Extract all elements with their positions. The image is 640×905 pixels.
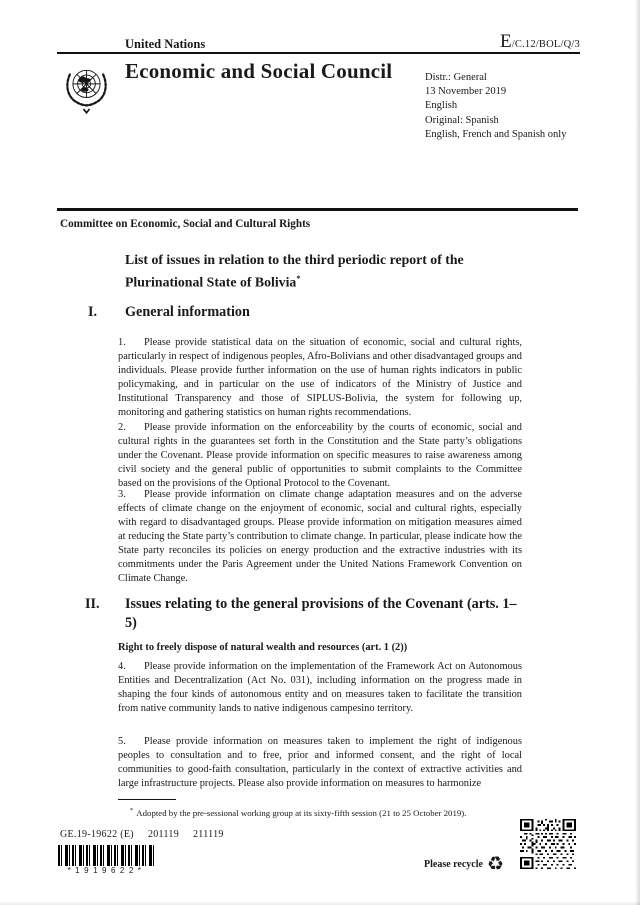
original-language-line: Original: Spanish [425, 114, 499, 126]
scan-edge-right [635, 0, 640, 905]
qr-code [520, 819, 576, 869]
recycle-label: Please recycle [424, 859, 483, 870]
ge-reference-line [60, 829, 238, 840]
paragraph-number: 1. [118, 337, 126, 348]
document-title: List of issues in relation to the third periodic report of the Plurinational State of Bolivia* [125, 252, 464, 290]
paragraph-text: Please provide information on the implementation of the Framework Act on Autonomous Entities and Decentralization (Act No. 031), including information on the progress made in shaping the four kinds of autonomous entity and on measures taken to facilitate the transition from native community lands to native indigenous campesino territory. [118, 661, 522, 714]
section-numeral: II. [85, 596, 100, 612]
section-heading-2 [85, 595, 525, 632]
doc-symbol-letter: E [499, 31, 512, 52]
masthead-rule [57, 52, 580, 54]
paragraph-text: Please provide information on the enforceability by the courts of economic, social and cultural rights in the guarantees set forth in the Constitution and the State party’s obligations under the Covenant. Please provide information on specific measures to raise awareness among civil society and the general public of opportunities to submit complaints to the Committee based on the provisions of the Optional Protocol to the Covenant. [118, 422, 522, 489]
section-heading-text: General information [125, 304, 250, 320]
paragraph-number: 5. [118, 736, 126, 747]
committee-name: Committee on Economic, Social and Cultural Rights [60, 218, 311, 230]
doc-symbol-rest: /C.12/BOL/Q/3 [511, 39, 580, 50]
paragraph-5 [118, 735, 522, 791]
paragraph-text: Please provide information on measures taken to implement the right of indigenous peoples to consultation and to free, prior and informed consent, and the right of local communities to good-faith consultation, particularly in the context of extractive activities and large infrastructure projects. Please also provide information on measures to harmonize [118, 736, 522, 789]
date-line: 13 November 2019 [425, 86, 507, 98]
footnote [118, 807, 534, 818]
paragraph-1 [118, 336, 522, 420]
title-footnote-marker: * [296, 273, 301, 283]
paragraph-3 [118, 488, 522, 586]
un-emblem-icon [61, 61, 112, 117]
recycle-notice [424, 855, 504, 874]
scan-edge-bottom [0, 901, 640, 905]
footnote-text: Adopted by the pre-sessional working group at its sixty-fifth session (21 to 25 October 2019). [136, 807, 467, 818]
barcode-text: *1919622* [67, 866, 146, 875]
processing-code-1: 201119 [147, 829, 179, 840]
paragraph-text: Please provide information on climate change adaptation measures and on the adverse effects of climate change on the enjoyment of economic, social and cultural rights, especially with regard to disadvantaged groups. Please provide information on mitigation measures aimed at reducing the State party’s contribution to climate change. In particular, please indicate how the State party reconciles its policies on energy production and the extractive industries with its commitments under the Paris Agreement under the United Nations Framework Convention on Climate Change. [118, 489, 522, 584]
distribution-info [425, 71, 566, 142]
doc-symbol [500, 31, 580, 53]
ge-number: GE.19-19622 (E) [60, 829, 134, 840]
subsection-heading: Right to freely dispose of natural wealth and resources (art. 1 (2)) [118, 642, 408, 653]
section-heading-1 [88, 303, 250, 322]
header-divider [57, 208, 578, 211]
processing-code-2: 211119 [193, 829, 224, 840]
footnote-marker: * [130, 807, 134, 814]
distr-line: Distr.: General [425, 72, 487, 83]
paragraph-number: 4. [118, 661, 126, 672]
section-numeral: I. [88, 304, 98, 320]
council-title: Economic and Social Council [125, 59, 393, 83]
paragraph-4 [118, 660, 522, 716]
section-heading-text: Issues relating to the general provisions of the Covenant (arts. 1–5) [125, 596, 517, 631]
recycle-icon: ♻ [486, 853, 504, 875]
barcode [58, 845, 155, 866]
language-line: English [425, 100, 458, 112]
paragraph-number: 3. [118, 489, 126, 500]
paragraph-2 [118, 421, 522, 491]
languages-note: English, French and Spanish only [425, 128, 567, 140]
org-name: United Nations [125, 37, 206, 51]
paragraph-number: 2. [118, 422, 126, 433]
footnote-rule [118, 799, 176, 800]
paragraph-text: Please provide statistical data on the situation of economic, social and cultural rights, particularly in respect of indigenous peoples, Afro-Bolivians and other disadvantaged groups and individuals. Please provide further information on the use of human rights indicators in public policymaking, and in particular on the use of indicators of the Ministry of Justice and Institutional Transparency and those of SIPLUS-Bolivia, the system for following up, monitoring and gathering statistics on human rights recommendations. [118, 337, 522, 418]
